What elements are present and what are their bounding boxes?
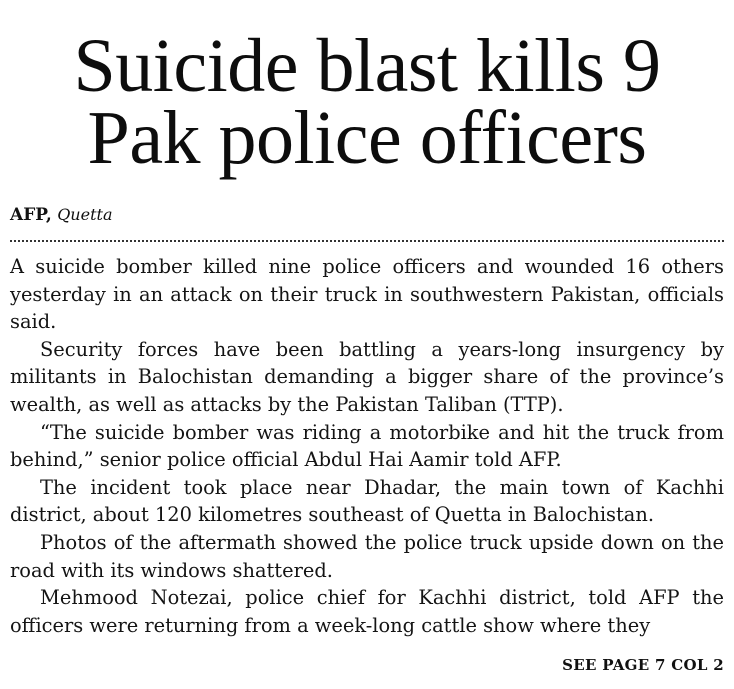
headline-line-2: Pak police officers	[87, 96, 647, 180]
byline-agency: AFP,	[10, 205, 52, 225]
byline	[10, 205, 112, 225]
paragraph-6: Mehmood Notezai, police chief for Kachhi district, told AFP the officers were returning from a week-long cattle show where they	[10, 586, 724, 637]
paragraph-4: The incident took place near Dhadar, the main town of Kachhi district, about 120 kilometres southeast of Quetta in Balochistan.	[10, 475, 724, 527]
continuation-line: SEE PAGE 7 COL 2	[562, 656, 724, 674]
article-body	[10, 253, 724, 639]
paragraph-5: Photos of the aftermath showed the police truck upside down on the road with its windows shattered.	[10, 530, 724, 582]
paragraph-3: “The suicide bomber was riding a motorbike and hit the truck from behind,” senior police official Abdul Hai Aamir told AFP.	[10, 420, 724, 472]
paragraph-1: A suicide bomber killed nine police officers and wounded 16 others yesterday in an attack on their truck in southwestern Pakistan, officials said.	[10, 255, 724, 334]
byline-place: Quetta	[57, 205, 113, 224]
dotted-divider	[10, 240, 724, 242]
headline	[0, 24, 734, 180]
headline-line-1: Suicide blast kills 9	[73, 24, 661, 108]
paragraph-2: Security forces have been battling a years-long insurgency by militants in Balochistan demanding a bigger share of the province’s wealth, as well as attacks by the Pakistan Taliban (TTP).	[10, 337, 724, 416]
